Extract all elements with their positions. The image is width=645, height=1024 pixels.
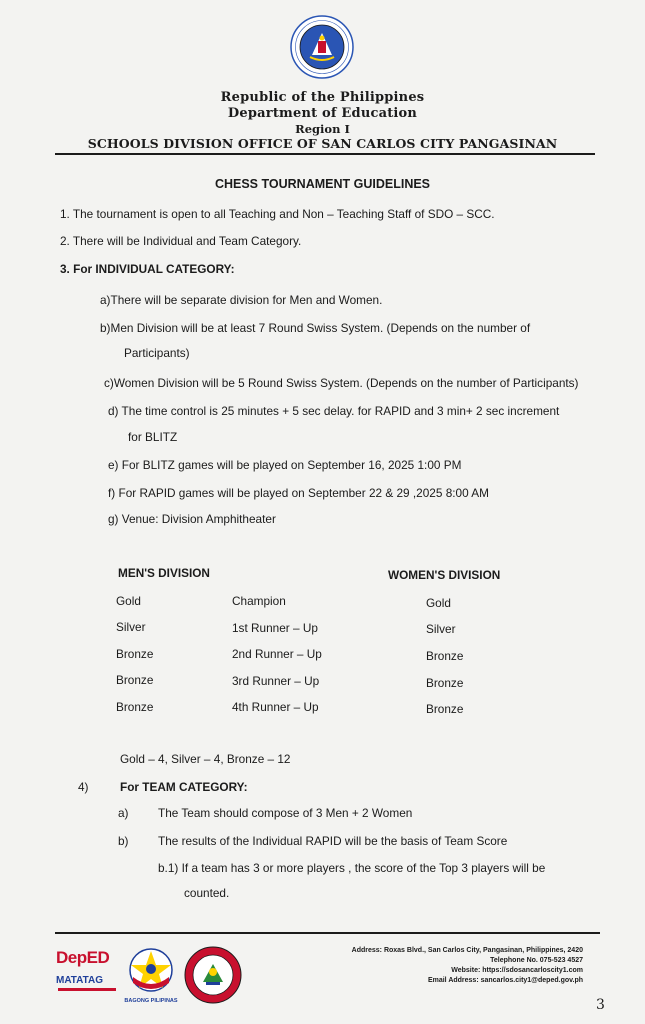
item-1: 1. The tournament is open to all Teaching and Non – Teaching Staff of SDO – SCC. [60,207,495,221]
team-b1-line1: b.1) If a team has 3 or more players , the score of the Top 3 players will be [158,861,546,875]
republic-line: Republic of the Philippines [220,90,425,105]
footer-telephone: Telephone No. 075-523 4527 [490,957,583,964]
women-medal: Bronze [426,702,464,716]
individual-f: f) For RAPID games will be played on September 22 & 29 ,2025 8:00 AM [108,486,489,500]
place-label: 1st Runner – Up [232,621,318,635]
bagong-pilipinas-icon [123,947,179,993]
footer-address: Address: Roxas Blvd., San Carlos City, Pangasinan, Philippines, 2420 [351,947,583,954]
individual-d-line1: d) The time control is 25 minutes + 5 sec delay. for RAPID and 3 min+ 2 sec increment [108,404,560,418]
footer-divider [55,932,600,934]
men-medal: Bronze [116,673,154,687]
medal-totals: Gold – 4, Silver – 4, Bronze – 12 [120,752,291,766]
women-medal: Bronze [426,649,464,663]
item-3-colon: : [230,262,235,276]
team-number: 4) [78,780,89,794]
individual-c: c)Women Division will be 5 Round Swiss System. (Depends on the number of Participants) [104,376,579,390]
individual-d-line2: for BLITZ [128,430,178,444]
team-b-number: b) [118,834,129,848]
men-medal: Bronze [116,700,154,714]
region-line: Region I [295,122,350,136]
place-label: 2nd Runner – Up [232,647,322,661]
item-2: 2. There will be Individual and Team Category. [60,234,302,248]
division-seal [184,946,242,1004]
bagong-pilipinas-label: BAGONG PILIPINAS [124,998,178,1004]
deped-wordmark: DepED [56,948,110,967]
item-3-number: 3. [60,262,70,276]
page-title: CHESS TOURNAMENT GUIDELINES [214,177,431,191]
individual-b-line1: b)Men Division will be at least 7 Round Swiss System. (Depends on the number of [100,321,531,335]
women-medal: Gold [426,596,451,610]
individual-g: g) Venue: Division Amphitheater [108,512,276,526]
team-heading: For TEAM CATEGORY: [120,780,248,794]
individual-e: e) For BLITZ games will be played on September 16, 2025 1:00 PM [108,458,462,472]
women-medal: Silver [426,622,456,636]
header-divider [55,153,595,155]
department-line: Department of Education [227,106,418,121]
deped-seal [290,15,354,79]
women-division-title: WOMEN'S DIVISION [388,568,501,582]
men-division-title: MEN'S DIVISION [118,566,210,580]
men-medal: Gold [116,594,141,608]
division-seal-icon [184,946,242,1004]
individual-b-line2: Participants) [124,346,190,360]
item-3-heading [60,262,235,276]
item-3-title: For INDIVIDUAL CATEGORY [73,262,231,276]
men-medal: Bronze [116,647,154,661]
footer-email[interactable]: Email Address: sancarlos.city1@deped.gov.ph [427,977,583,984]
team-a: The Team should compose of 3 Men + 2 Women [158,806,413,820]
place-label: 4th Runner – Up [232,700,319,714]
place-label: Champion [232,594,286,608]
footer-website[interactable]: Website: https://sdosancarloscity1.com [451,967,583,974]
deped-seal-icon [290,15,354,79]
bagong-pilipinas-logo [123,947,179,1009]
men-medal: Silver [116,620,146,634]
women-medal: Bronze [426,676,464,690]
individual-a: a)There will be separate division for Men and Women. [100,293,383,307]
page-number: 3 [596,997,605,1013]
team-a-number: a) [118,806,129,820]
matatag-stripe [58,988,116,991]
division-office-line: SCHOOLS DIVISION OFFICE OF SAN CARLOS CITY PANGASINAN [87,136,558,151]
deped-matatag-logo [56,948,118,1004]
team-b: The results of the Individual RAPID will be the basis of Team Score [158,834,508,848]
team-b1-line2: counted. [184,886,230,900]
place-label: 3rd Runner – Up [232,674,320,688]
matatag-wordmark: MATATAG [56,975,104,986]
